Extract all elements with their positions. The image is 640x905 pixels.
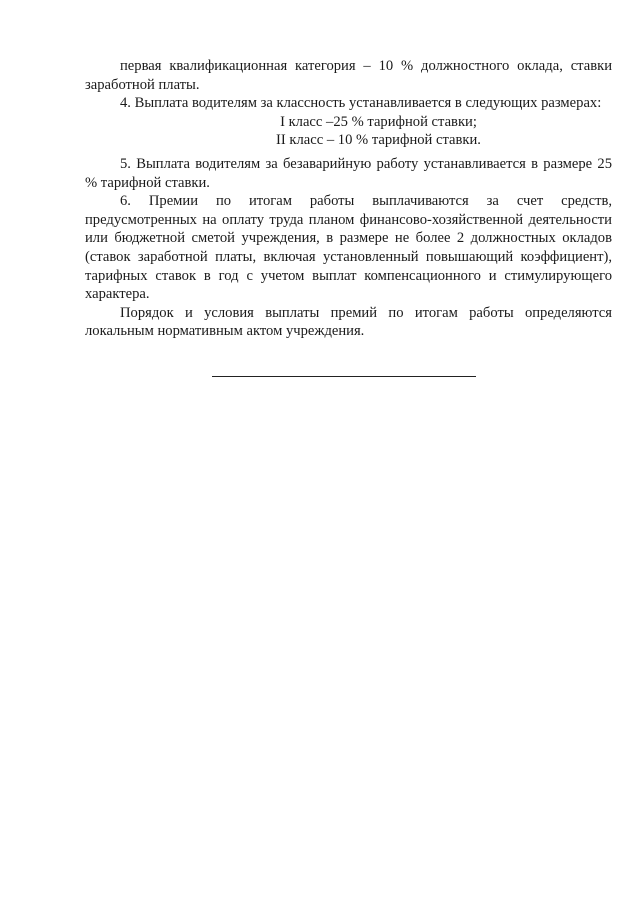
paragraph-first-category: первая квалификационная категория – 10 % должностного оклада, ставки заработной платы. [85, 58, 612, 93]
document-body [85, 57, 612, 341]
paragraph-4-classness: 4. Выплата водителям за классность устанавливается в следующих размерах: [120, 95, 602, 112]
class-line-1: I класс –25 % тарифной ставки; [280, 113, 477, 130]
closing-rule-divider [212, 376, 476, 377]
paragraph-6-bonuses: 6. Премии по итогам работы выплачиваются за счет средств, предусмотренных на оплату труда планом финансово-хозяйственной деятельности или бюджетной сметой учреждения, в размере не более 2 должностных окладов (ставок заработной платы, включая установленный повышающий коэффициент), тарифных ставок в год с учетом выплат компенсационного и стимулирующего характера. [85, 193, 612, 303]
paragraph-5-accident-free: 5. Выплата водителям за безаварийную работу устанавливается в размере 25 % тарифной ставки. [85, 155, 612, 191]
class-line-2: II класс – 10 % тарифной ставки. [276, 132, 481, 149]
paragraph-bonus-procedure: Порядок и условия выплаты премий по итогам работы определяются локальным нормативным актом учреждения. [85, 304, 612, 340]
